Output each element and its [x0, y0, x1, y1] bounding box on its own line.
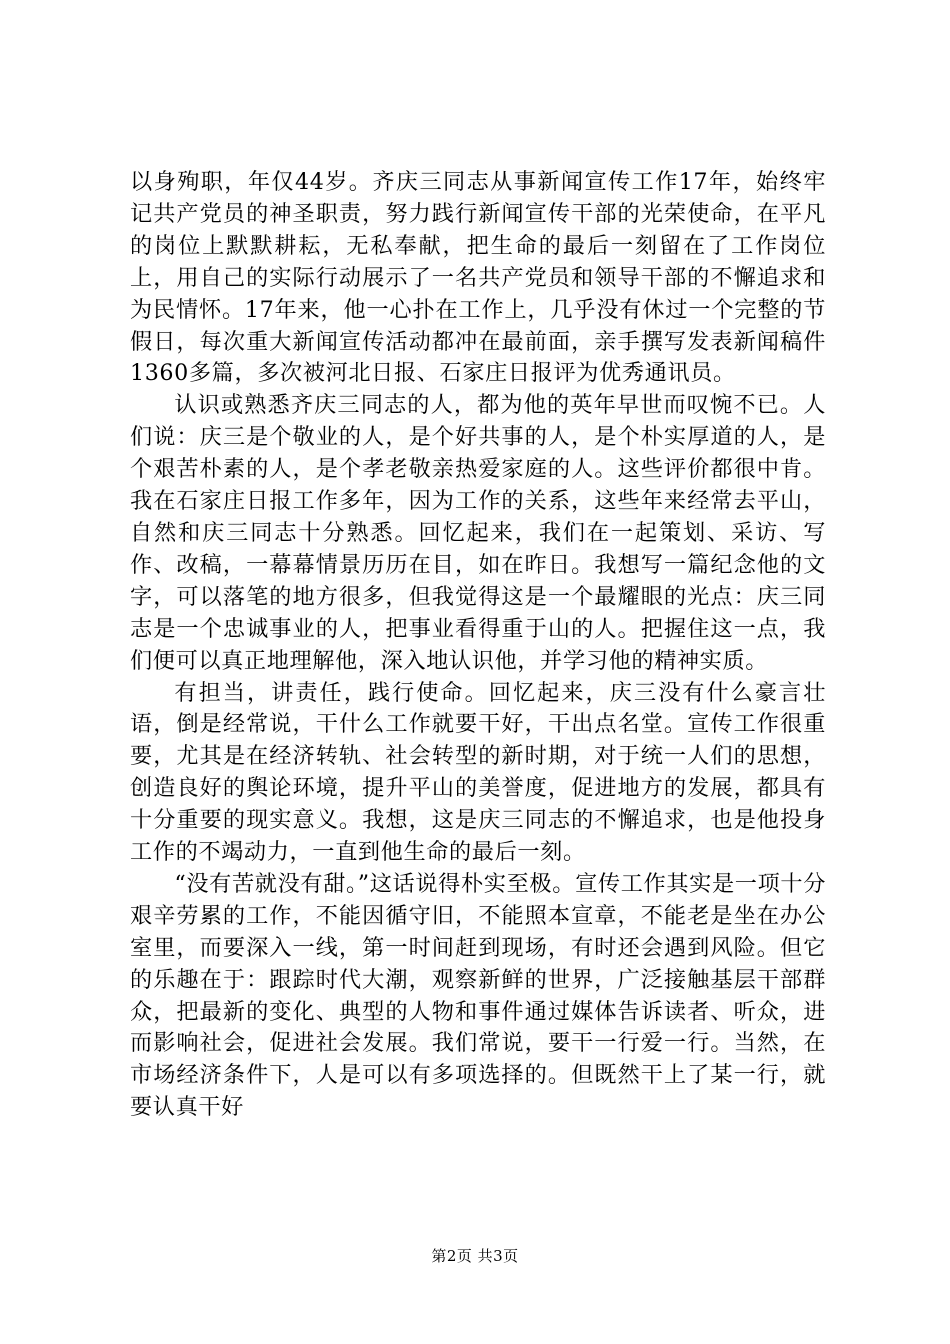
page-footer: 第2页 共3页	[431, 1247, 519, 1265]
paragraph-1: 以身殉职，年仅44岁。齐庆三同志从事新闻宣传工作17年，始终牢记共产党员的神圣职责，努力践行新闻宣传干部的光荣使命，在平凡的岗位上默默耕耘，无私奉献，把生命的最后一刻留在了工作岗位上，用自己的实际行动展示了一名共产党员和领导干部的不懈追求和为民情怀。17年来，他一心扑在工作上，几乎没有休过一个完整的节假日，每次重大新闻宣传活动都冲在最前面，亲手撰写发表新闻稿件1360多篇，多次被河北日报、石家庄日报评为优秀通讯员。	[130, 169, 826, 387]
paragraph-3: 有担当，讲责任，践行使命。回忆起来，庆三没有什么豪言壮语，倒是经常说，干什么工作就要干好，干出点名堂。宣传工作很重要，尤其是在经济转轨、社会转型的新时期，对于统一人们的思想，创造良好的舆论环境，提升平山的美誉度，促进地方的发展，都具有十分重要的现实意义。我想，这是庆三同志的不懈追求，也是他投身工作的不竭动力，一直到他生命的最后一刻。	[130, 679, 826, 866]
paragraph-4: “没有苦就没有甜。”这话说得朴实至极。宣传工作其实是一项十分艰辛劳累的工作，不能因循守旧，不能照本宣章，不能老是坐在办公室里，而要深入一线，第一时间赶到现场，有时还会遇到风险。但它的乐趣在于：跟踪时代大潮，观察新鲜的世界，广泛接触基层干部群众，把最新的变化、典型的人物和事件通过媒体告诉读者、听众，进而影响社会，促进社会发展。我们常说，要干一行爱一行。当然，在市场经济条件下，人是可以有多项选择的。但既然干上了某一行，就要认真干好	[130, 870, 826, 1121]
paragraph-2: 认识或熟悉齐庆三同志的人，都为他的英年早世而叹惋不已。人们说：庆三是个敬业的人，是个好共事的人，是个朴实厚道的人，是个艰苦朴素的人，是个孝老敬亲热爱家庭的人。这些评价都很中肯。我在石家庄日报工作多年，因为工作的关系，这些年来经常去平山，自然和庆三同志十分熟悉。回忆起来，我们在一起策划、采访、写作、改稿，一幕幕情景历历在目，如在昨日。我想写一篇纪念他的文字，可以落笔的地方很多，但我觉得这是一个最耀眼的光点：庆三同志是一个忠诚事业的人，把事业看得重于山的人。把握住这一点，我们便可以真正地理解他，深入地认识他，并学习他的精神实质。	[130, 392, 826, 674]
document-body	[130, 167, 826, 1124]
